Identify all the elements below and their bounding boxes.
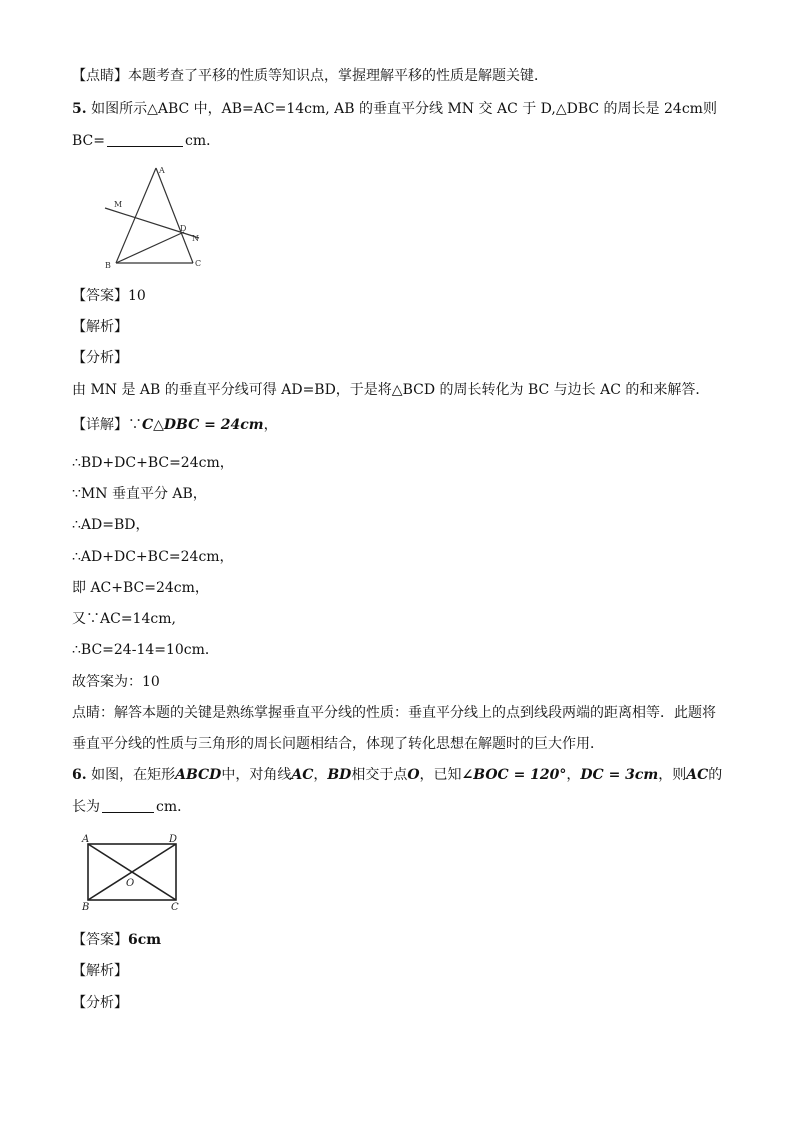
detail-5: 【详解】∵C△DBC = 24cm， — [72, 417, 278, 433]
step-7: ∴BC=24-14=10cm． — [72, 642, 219, 658]
answer-5: 【答案】10 — [72, 288, 146, 304]
label-C: C — [171, 902, 179, 913]
step-4: ∴AD+DC+BC=24cm， — [72, 549, 234, 565]
step-2: ∵MN 垂直平分 AB， — [72, 486, 207, 502]
step-8: 故答案为：10 — [72, 674, 160, 690]
step-3: ∴AD=BD， — [72, 517, 150, 533]
jiexi-6: 【解析】 — [72, 963, 128, 979]
label-M: M — [114, 200, 123, 209]
question-6: 6. 如图，在矩形ABCD中，对角线AC，BD相交于点O，已知∠BOC = 120°，DC = 3cm，则AC的 — [72, 767, 723, 783]
label-C: C — [195, 259, 202, 268]
label-A: A — [82, 834, 90, 845]
triangle-figure — [100, 162, 210, 270]
fenxi-6: 【分析】 — [72, 995, 128, 1011]
label-D: D — [169, 834, 178, 845]
fenxi-5: 【分析】 — [72, 350, 128, 366]
question-5: 5. 如图所示△ABC 中，AB=AC=14cm, AB 的垂直平分线 MN 交 AC 于 D,△DBC 的周长是 24cm则 — [72, 101, 717, 117]
step-5: 即 AC+BC=24cm， — [72, 580, 209, 596]
dianjing-5-line-2: 垂直平分线的性质与三角形的周长问题相结合，体现了转化思想在解题时的巨大作用． — [72, 736, 604, 752]
step-6: 又∵AC=14cm, — [72, 611, 176, 627]
answer-blank — [102, 798, 154, 813]
label-B: B — [105, 261, 111, 270]
fenxi-5-text: 由 MN 是 AB 的垂直平分线可得 AD=BD，于是将△BCD 的周长转化为 BC 与边长 AC 的和来解答． — [72, 382, 710, 398]
jiexi-5: 【解析】 — [72, 319, 128, 335]
rectangle-figure — [80, 832, 186, 914]
step-1: ∴BD+DC+BC=24cm， — [72, 455, 234, 471]
question-6-blank-line: 长为 cm． — [72, 799, 192, 815]
answer-blank — [107, 132, 183, 147]
question-5-blank-line: BC= cm． — [72, 133, 221, 149]
label-D: D — [180, 224, 187, 233]
answer-6: 【答案】6cm — [72, 932, 162, 948]
dianjing-5-line-1: 点睛：解答本题的关键是熟练掌握垂直平分线的性质：垂直平分线上的点到线段两端的距离相等．此题将 — [72, 705, 716, 721]
dianjing-line: 【点睛】本题考查了平移的性质等知识点，掌握理解平移的性质是解题关键． — [72, 68, 548, 84]
label-A: A — [159, 166, 165, 175]
label-B: B — [82, 902, 90, 913]
label-O: O — [126, 878, 135, 889]
label-N: N — [192, 234, 199, 243]
